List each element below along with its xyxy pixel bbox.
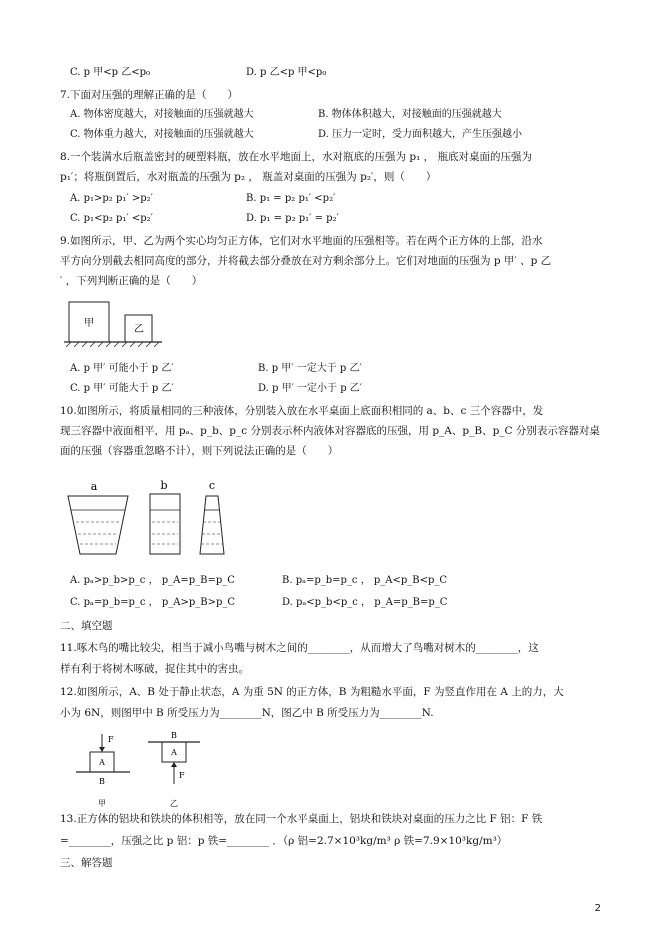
q9-line-3: ′ ，下列判断正确的是（ ） [60, 275, 203, 287]
q8-line-2: p₁′；将瓶倒置后，水对瓶盖的压强为 p₂ ， 瓶盖对桌面的压强为 p₂′，则（ ） [60, 171, 437, 183]
q10-line-3: 面的压强（容器重忽略不计），则下列说法正确的是（ ） [60, 445, 339, 457]
q8-line-1: 8.一个装满水后瓶盖密封的硬塑料瓶，放在水平地面上，水对瓶底的压强为 p₁ ， 瓶底对桌面的压强为 [60, 151, 532, 163]
q12-fig-A-jia: A [99, 758, 105, 767]
q12-fig-F-yi: F [179, 771, 185, 780]
page-number: 2 [594, 903, 601, 914]
q9-line-1: 9.如图所示，甲、乙为两个实心均匀正方体，它们对水平地面的压强相等。若在两个正方体的上部，沿水 [60, 235, 543, 247]
q10-option-b: B. pₐ=p_b=p_c ， p_A<p_B<p_C [282, 575, 448, 586]
q12-fig-A-yi: A [171, 748, 177, 757]
q12-fig-B-yi: B [171, 731, 177, 740]
q10-line-2: 现三容器中液面相平，用 pₐ、p_b、p_c 分别表示杯内液体对容器底的压强，用 p_A、p_B、p_C 分别表示容器对桌 [60, 425, 600, 437]
q10-figure [62, 476, 238, 562]
q12-line-2: 小为 6N，则图甲中 B 所受压力为________N，图乙中 B 所受压力为________N. [60, 707, 434, 719]
q12-fig-label-jia: 甲 [98, 799, 106, 808]
q7-stem: 7.下面对压强的理解正确的是（ ） [60, 89, 239, 101]
q12-line-1: 12.如图所示，A、B 处于静止状态，A 为重 5N 的正方体，B 为粗糙水平面，F 为竖直作用在 A 上的力，大 [60, 686, 564, 698]
q8-option-b: B. p₁ = p₂ p₁′ <p₂′ [246, 193, 336, 204]
q8-option-a: A. p₁>p₂ p₁′ >p₂′ [70, 193, 153, 204]
q10-fig-label-c: c [208, 479, 216, 492]
q10-option-d: D. pₐ<p_b<p_c ， p_A=p_B=p_C [282, 597, 448, 608]
q11-line-2: 样有利于将树木啄破，捉住其中的害虫。 [60, 663, 249, 675]
q9-figure [64, 298, 164, 356]
q9-fig-label-jia: 甲 [84, 318, 94, 329]
q7-option-a: A. 物体密度越大，对接触面的压强就越大 [70, 109, 254, 120]
q10-option-a: A. pₐ>p_b>p_c ， p_A=p_B=p_C [70, 575, 235, 586]
q7-option-b: B. 物体体积越大，对接触面的压强就越大 [318, 109, 502, 120]
q13-line-1: 13.正方体的铝块和铁块的体积相等，放在同一个水平桌面上，铝块和铁块对桌面的压力之比 F 铝：F 铁 [60, 813, 543, 825]
q10-fig-label-a: a [90, 480, 98, 493]
q6-option-c: C. p 甲<p 乙<p₀ [70, 67, 150, 78]
q10-option-c: C. pₐ=p_b=p_c ， p_A>p_B>p_C [70, 597, 236, 608]
q10-fig-label-b: b [160, 479, 168, 492]
q9-fig-label-yi: 乙 [134, 324, 144, 335]
q12-fig-F-jia: F [108, 735, 114, 744]
q8-option-c: C. p₁<p₂ p₁′ <p₂′ [70, 213, 153, 224]
q9-option-c: C. p 甲′ 可能大于 p 乙′ [70, 383, 174, 394]
q7-option-c: C. 物体重力越大，对接触面的压强就越大 [70, 129, 254, 140]
q11-line-1: 11.啄木鸟的嘴比较尖，相当于减小鸟嘴与树木之间的________，从而增大了鸟嘴对树木的________，这 [60, 642, 539, 654]
q9-option-a: A. p 甲′ 可能小于 p 乙′ [70, 363, 174, 374]
q9-line-2: 平方向分别截去相同高度的部分，并将截去部分叠放在对方剩余部分上。它们对地面的压强为 p 甲′ 、p 乙 [60, 255, 552, 267]
q8-option-d: D. p₁ = p₂ p₁′ = p₂′ [246, 213, 339, 224]
q12-fig-label-yi: 乙 [170, 799, 178, 808]
q9-option-d: D. p 甲′ 一定小于 p 乙′ [258, 383, 363, 394]
q12-fig-B-jia: B [99, 777, 105, 786]
q10-line-1: 10.如图所示，将质量相同的三种液体，分别装入放在水平桌面上底面积相同的 a、b、c 三个容器中，发 [60, 405, 544, 417]
q7-option-d: D. 压力一定时，受力面积越大，产生压强越小 [318, 129, 523, 140]
section-2-heading: 二、填空题 [60, 620, 113, 632]
section-3-heading: 三、解答题 [60, 857, 113, 869]
q9-option-b: B. p 甲′ 一定大于 p 乙′ [258, 363, 362, 374]
q13-line-2: =________，压强之比 p 铝：p 铁=________ ．（ρ 铝=2.7×10³kg/m³ ρ 铁=7.9×10³kg/m³） [60, 835, 508, 847]
q12-figure [72, 728, 212, 810]
q6-option-d: D. p 乙<p 甲<p₀ [246, 67, 327, 78]
